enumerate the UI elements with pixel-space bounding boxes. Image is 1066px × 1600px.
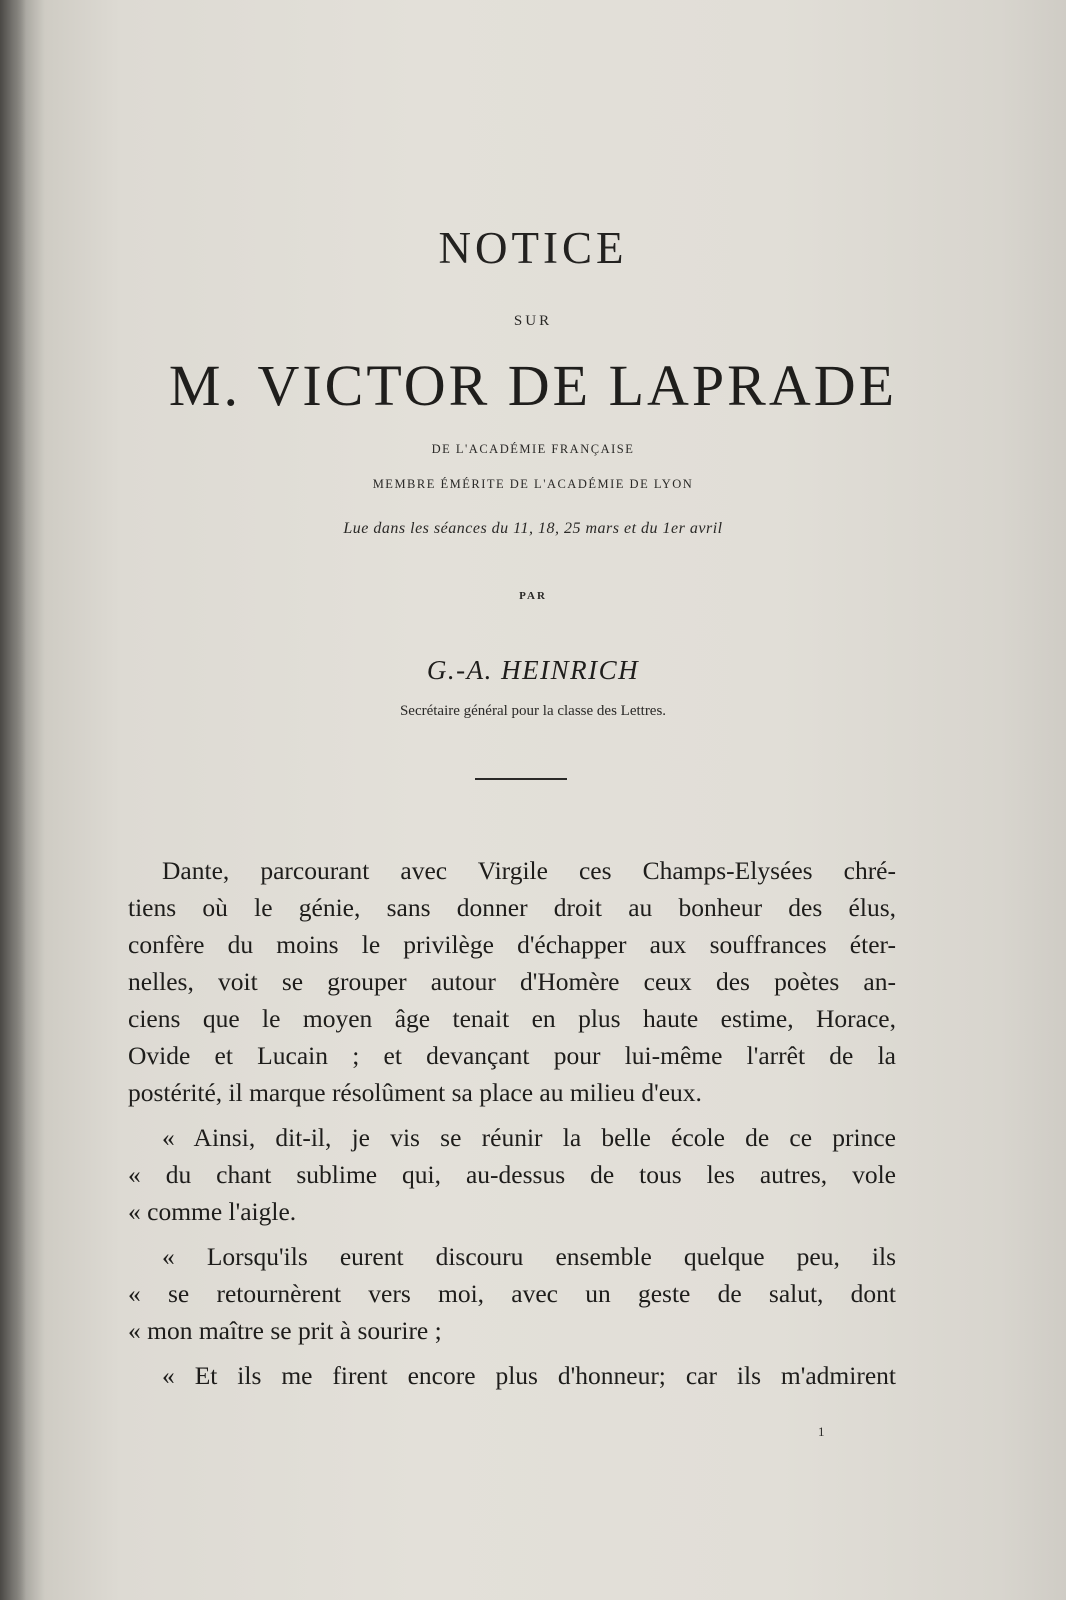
body-line: Dante, parcourant avec Virgile ces Champs-Elysées chré- [162,856,896,885]
author-role: Secrétaire général pour la classe des Lettres. [399,703,667,719]
body-line: « comme l'aigle. [128,1197,297,1226]
subtitle-academie-francaise: DE L'ACADÉMIE FRANÇAISE [431,442,635,456]
body-line: nelles, voit se grouper autour d'Homère ceux des poètes an- [128,967,896,996]
subtitle-academie-lyon: MEMBRE ÉMÉRITE DE L'ACADÉMIE DE LYON [372,477,694,491]
body-line: « Ainsi, dit-il, je vis se réunir la belle école de ce prince [162,1123,896,1152]
body-line: ciens que le moyen âge tenait en plus haute estime, Horace, [128,1004,896,1033]
reading-note: Lue dans les séances du 11, 18, 25 mars et du 1er avril [343,520,723,537]
body-line: confère du moins le privilège d'échapper aux souffrances éter- [128,930,896,959]
body-line: Ovide et Lucain ; et devançant pour lui-même l'arrêt de la [128,1041,896,1070]
body-line: « du chant sublime qui, au-dessus de tous les autres, vole [128,1160,896,1189]
section-rule [475,778,567,780]
body-line: postérité, il marque résolûment sa place au milieu d'eux. [128,1078,702,1107]
body-line: tiens où le génie, sans donner droit au bonheur des élus, [128,893,896,922]
author-name: G.-A. HEINRICH [426,655,640,685]
body-line: « Lorsqu'ils eurent discouru ensemble quelque peu, ils [162,1242,896,1271]
title-sur: SUR [513,313,553,329]
page-number: 1 [818,1424,825,1439]
body-line: « mon maître se prit à sourire ; [128,1316,442,1345]
title-name: M. VICTOR DE LAPRADE [168,353,898,418]
body-line: « se retournèrent vers moi, avec un geste de salut, dont [128,1279,896,1308]
by-word: PAR [519,590,547,602]
body-line: « Et ils me firent encore plus d'honneur; car ils m'admirent [162,1361,896,1390]
body-text [128,852,896,1394]
title-notice: NOTICE [438,223,628,273]
